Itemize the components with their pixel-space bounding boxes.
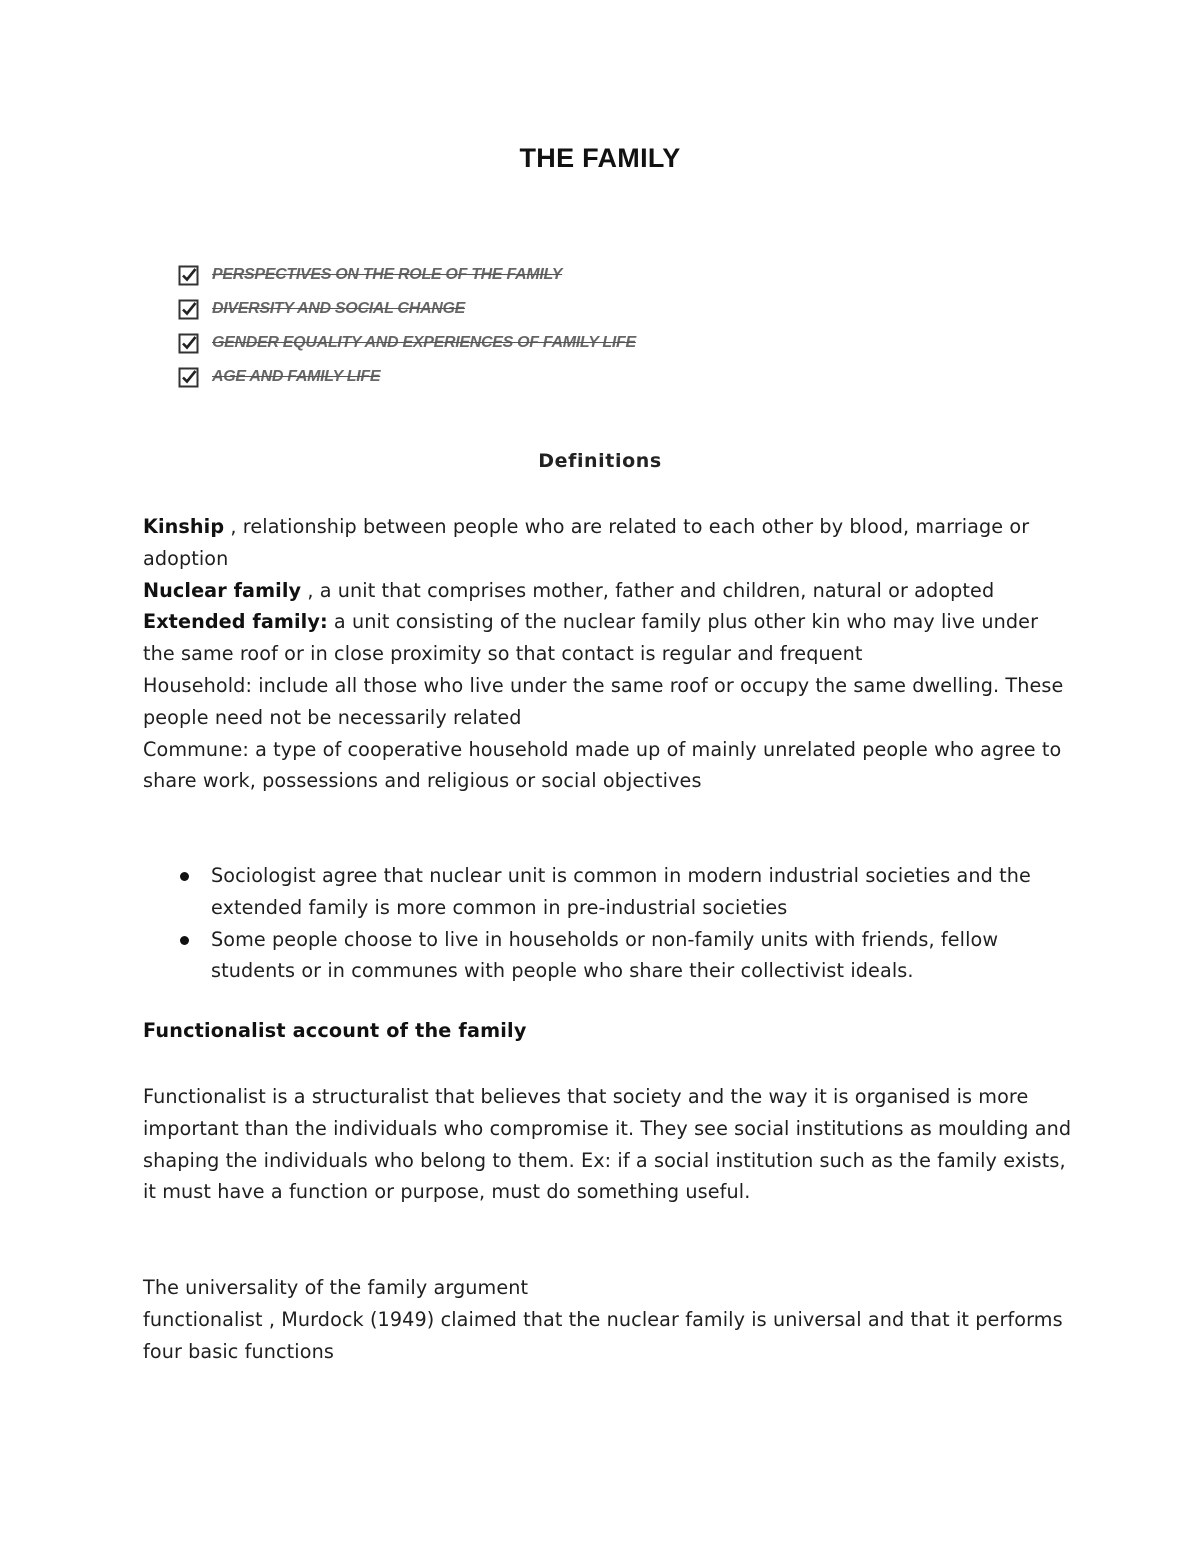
- universality-line: The universality of the family argument: [143, 1276, 529, 1299]
- definition-extended-family: [143, 606, 1073, 670]
- definition-extended-text: a unit consisting of the nuclear family plus other kin who may live under the same roof or in close proximity so that contact is regular and frequent: [143, 610, 1039, 666]
- definition-nuclear-family: [143, 575, 1073, 607]
- checked-box-icon: [178, 299, 199, 320]
- bullet-list: [143, 860, 1083, 987]
- checklist-item: [178, 326, 636, 360]
- checked-box-icon: [178, 367, 199, 388]
- checklist-item: [178, 258, 636, 292]
- checklist-item: [178, 360, 636, 394]
- term-kinship: Kinship: [143, 515, 225, 538]
- definition-commune: Commune: a type of cooperative household made up of mainly unrelated people who agree to share work, possessions and religious or social objectives: [143, 737, 1062, 793]
- list-item: [143, 860, 1083, 924]
- functionalist-heading: Functionalist account of the family: [143, 1019, 527, 1042]
- checked-box-icon: [178, 333, 199, 354]
- bullet-text: Sociologist agree that nuclear unit is common in modern industrial societies and the extended family is more common in pre-industrial societies: [211, 864, 1031, 919]
- murdock-line: functionalist , Murdock (1949) claimed that the nuclear family is universal and that it performs four basic functions: [143, 1307, 1063, 1363]
- checklist-item-label: GENDER EQUALITY AND EXPERIENCES OF FAMILY LIFE: [212, 334, 636, 351]
- bullet-text: Some people choose to live in households or non-family units with friends, fellow students or in communes with people who share their collectivist ideals.: [211, 927, 999, 983]
- definitions-heading: Definitions: [538, 450, 662, 472]
- definition-kinship-text: , relationship between people who are related to each other by blood, marriage or adoption: [143, 515, 1030, 570]
- checklist-item-label: AGE AND FAMILY LIFE: [212, 368, 381, 385]
- checklist-item-label: PERSPECTIVES ON THE ROLE OF THE FAMILY: [212, 266, 563, 283]
- checklist-item: [178, 292, 636, 326]
- definitions-block: [143, 511, 1073, 797]
- bullet-icon: [180, 936, 189, 945]
- page-title: THE FAMILY: [519, 143, 681, 173]
- definition-nuclear-text: , a unit that comprises mother, father and children, natural or adopted: [301, 578, 995, 602]
- list-item: [143, 924, 1083, 988]
- definition-kinship: [143, 511, 1073, 575]
- topic-checklist: [178, 258, 636, 394]
- checked-box-icon: [178, 265, 199, 286]
- definition-household: Household: include all those who live under the same roof or occupy the same dwelling. These people need not be necessarily related: [143, 673, 1064, 729]
- term-extended-family: Extended family:: [143, 610, 328, 634]
- functionalist-paragraph: Functionalist is a structuralist that believes that society and the way it is organised is more important than the individuals who compromise it. They see social institutions as moulding and shaping the individuals who belong to them. Ex: if a social institution such as the family exists, it must have a function or purpose, must do something useful.: [143, 1085, 1072, 1204]
- bullet-icon: [180, 872, 189, 881]
- universality-block: [143, 1272, 1073, 1367]
- term-nuclear-family: Nuclear family: [143, 578, 302, 602]
- checklist-item-label: DIVERSITY AND SOCIAL CHANGE: [212, 300, 465, 317]
